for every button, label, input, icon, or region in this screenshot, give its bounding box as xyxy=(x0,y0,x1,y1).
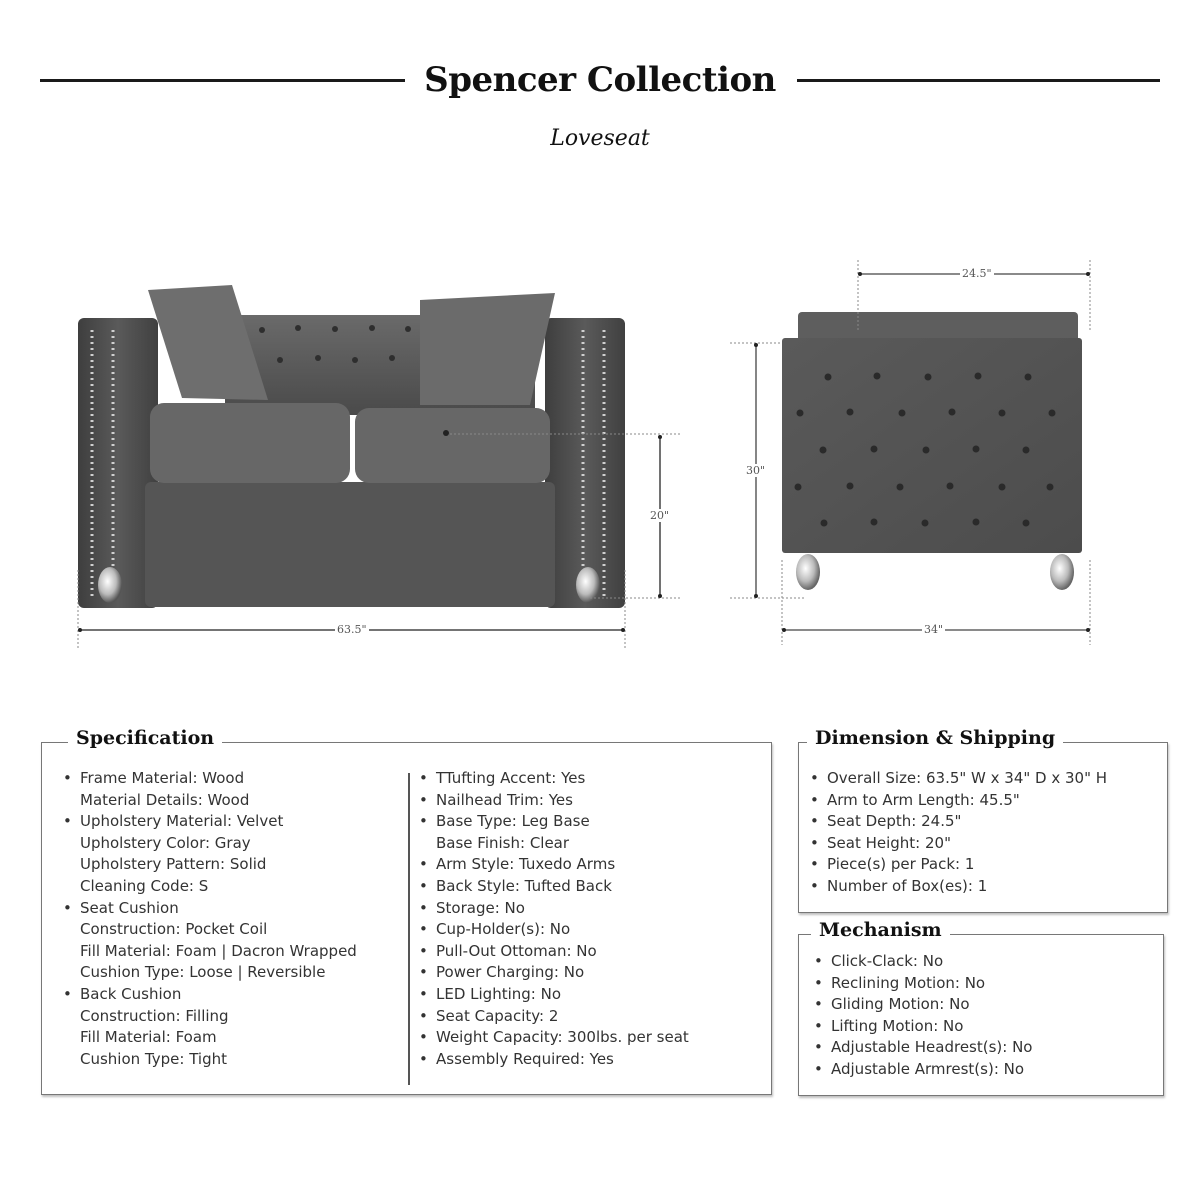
list-item-text: Upholstery Color: Gray xyxy=(80,833,251,852)
list-item xyxy=(60,854,357,876)
bullet-icon: • xyxy=(810,855,819,874)
list-item xyxy=(811,951,1033,973)
bullet-icon: • xyxy=(814,1059,823,1078)
bullet-icon: • xyxy=(63,898,72,917)
seat-height-label: 20" xyxy=(650,509,670,522)
list-item-text: Number of Box(es): 1 xyxy=(827,876,988,895)
list-item-text: Material Details: Wood xyxy=(80,790,250,809)
bullet-icon: • xyxy=(814,1016,823,1035)
loveseat-front-illustration xyxy=(0,0,720,680)
bullet-icon: • xyxy=(63,812,72,831)
list-item xyxy=(416,962,689,984)
list-item xyxy=(807,854,1107,876)
front-width-label: 63.5" xyxy=(337,623,367,636)
list-item xyxy=(416,919,689,941)
bullet-icon: • xyxy=(419,941,428,960)
mechanism-list xyxy=(811,951,1033,1081)
list-item-text: Nailhead Trim: Yes xyxy=(436,790,573,809)
list-item xyxy=(416,984,689,1006)
list-item xyxy=(60,833,357,855)
list-item-text: Upholstery Pattern: Solid xyxy=(80,855,267,874)
list-item-text: Back Cushion xyxy=(80,984,182,1003)
list-item-text: Seat Depth: 24.5" xyxy=(827,812,962,831)
list-item xyxy=(416,1049,689,1071)
list-item-text: Construction: Pocket Coil xyxy=(80,920,268,939)
list-item-text: Fill Material: Foam xyxy=(80,1028,217,1047)
list-item xyxy=(416,898,689,920)
list-item xyxy=(60,941,357,963)
dimension-shipping-panel xyxy=(798,727,1168,913)
bullet-icon: • xyxy=(810,769,819,787)
bullet-icon: • xyxy=(810,833,819,852)
list-item xyxy=(60,876,357,898)
list-item xyxy=(807,811,1107,833)
bullet-icon: • xyxy=(419,1049,428,1068)
mechanism-panel xyxy=(798,919,1164,1096)
list-item xyxy=(807,833,1107,855)
side-height-label: 30" xyxy=(746,464,766,477)
bullet-icon: • xyxy=(419,876,428,895)
seat-depth-label: 24.5" xyxy=(962,267,992,280)
specification-left-column xyxy=(60,768,357,1070)
specification-title: Specification xyxy=(68,727,222,749)
dimension-shipping-list xyxy=(807,768,1107,898)
list-item-text: Base Type: Leg Base xyxy=(436,812,590,831)
bullet-icon: • xyxy=(810,790,819,809)
bullet-icon: • xyxy=(63,984,72,1003)
list-item xyxy=(416,941,689,963)
list-item xyxy=(416,768,689,790)
bullet-icon: • xyxy=(810,812,819,831)
loveseat-front-view xyxy=(0,0,720,680)
list-item-text: TTufting Accent: Yes xyxy=(436,769,586,787)
list-item xyxy=(416,833,689,855)
list-item-text: Cushion Type: Loose | Reversible xyxy=(80,963,326,982)
list-item-text: Cushion Type: Tight xyxy=(80,1049,227,1068)
list-item xyxy=(60,1006,357,1028)
list-item xyxy=(811,1037,1033,1059)
list-item-text: Adjustable Armrest(s): No xyxy=(831,1059,1025,1078)
list-item-text: Storage: No xyxy=(436,898,525,917)
dimension-shipping-title: Dimension & Shipping xyxy=(807,727,1063,749)
list-item-text: Seat Height: 20" xyxy=(827,833,951,852)
list-item-text: Gliding Motion: No xyxy=(831,995,970,1014)
list-item-text: LED Lighting: No xyxy=(436,984,562,1003)
bullet-icon: • xyxy=(63,769,72,787)
bullet-icon: • xyxy=(419,790,428,809)
list-item xyxy=(416,876,689,898)
list-item xyxy=(811,1016,1033,1038)
loveseat-side-view xyxy=(720,250,1140,670)
list-item xyxy=(416,1027,689,1049)
bullet-icon: • xyxy=(419,1006,428,1025)
page-subtitle: Loveseat xyxy=(550,126,650,151)
list-item xyxy=(60,919,357,941)
bullet-icon: • xyxy=(419,855,428,874)
list-item-text: Lifting Motion: No xyxy=(831,1016,964,1035)
bullet-icon: • xyxy=(810,876,819,895)
list-item xyxy=(416,811,689,833)
list-item-text: Cleaning Code: S xyxy=(80,876,209,895)
bullet-icon: • xyxy=(419,898,428,917)
list-item-text: Seat Capacity: 2 xyxy=(436,1006,559,1025)
list-item-text: Click-Clack: No xyxy=(831,952,944,970)
list-item-text: Piece(s) per Pack: 1 xyxy=(827,855,975,874)
list-item xyxy=(60,898,357,920)
list-item xyxy=(807,790,1107,812)
list-item-text: Power Charging: No xyxy=(436,963,585,982)
bullet-icon: • xyxy=(419,984,428,1003)
list-item xyxy=(416,854,689,876)
bullet-icon: • xyxy=(814,973,823,992)
specification-right-column xyxy=(416,768,689,1070)
list-item xyxy=(60,962,357,984)
list-item-text: Fill Material: Foam | Dacron Wrapped xyxy=(80,941,357,960)
list-item xyxy=(811,1059,1033,1081)
list-item-text: Upholstery Material: Velvet xyxy=(80,812,284,831)
list-item-text: Base Finish: Clear xyxy=(436,833,570,852)
list-item xyxy=(60,790,357,812)
bullet-icon: • xyxy=(814,952,823,970)
list-item-text: Frame Material: Wood xyxy=(80,769,245,787)
list-item xyxy=(811,994,1033,1016)
bullet-icon: • xyxy=(814,1038,823,1057)
mechanism-title: Mechanism xyxy=(811,919,950,941)
bullet-icon: • xyxy=(419,769,428,787)
list-item-text: Arm to Arm Length: 45.5" xyxy=(827,790,1020,809)
bullet-icon: • xyxy=(419,920,428,939)
list-item-text: Arm Style: Tuxedo Arms xyxy=(436,855,616,874)
page-title: Spencer Collection xyxy=(424,60,776,100)
side-depth-label: 34" xyxy=(924,623,944,636)
bullet-icon: • xyxy=(419,963,428,982)
list-item-text: Adjustable Headrest(s): No xyxy=(831,1038,1033,1057)
list-item xyxy=(60,768,357,790)
list-item xyxy=(811,973,1033,995)
list-item xyxy=(416,790,689,812)
list-item-text: Reclining Motion: No xyxy=(831,973,986,992)
list-item-text: Back Style: Tufted Back xyxy=(436,876,612,895)
bullet-icon: • xyxy=(419,1028,428,1047)
list-item xyxy=(416,1006,689,1028)
list-item-text: Assembly Required: Yes xyxy=(436,1049,614,1068)
list-item-text: Overall Size: 63.5" W x 34" D x 30" H xyxy=(827,769,1108,787)
list-item-text: Construction: Filling xyxy=(80,1006,229,1025)
list-item xyxy=(60,1049,357,1071)
column-divider xyxy=(408,773,410,1085)
list-item-text: Weight Capacity: 300lbs. per seat xyxy=(436,1028,689,1047)
list-item xyxy=(60,811,357,833)
list-item xyxy=(807,768,1107,790)
list-item-text: Pull-Out Ottoman: No xyxy=(436,941,597,960)
bullet-icon: • xyxy=(814,995,823,1014)
list-item xyxy=(60,1027,357,1049)
loveseat-side-illustration xyxy=(720,250,1140,670)
list-item xyxy=(807,876,1107,898)
bullet-icon: • xyxy=(419,812,428,831)
list-item-text: Cup-Holder(s): No xyxy=(436,920,571,939)
specification-panel xyxy=(41,727,772,1095)
list-item-text: Seat Cushion xyxy=(80,898,179,917)
list-item xyxy=(60,984,357,1006)
